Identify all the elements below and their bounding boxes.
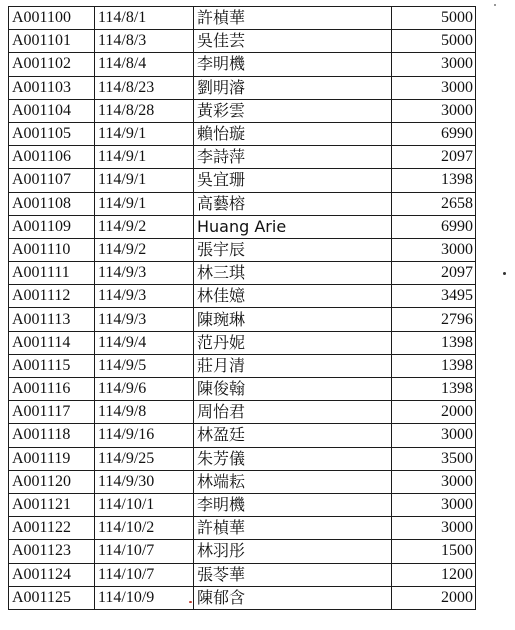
cell-date: 114/8/1 [95,7,194,30]
cell-date: 114/9/3 [95,308,194,331]
cell-amount: 1500 [392,540,476,563]
cell-date: 114/9/6 [95,378,194,401]
cell-date: 114/10/7 [95,540,194,563]
cell-date: 114/9/2 [95,238,194,261]
cell-amount: 3000 [392,76,476,99]
cell-amount: 5000 [392,30,476,53]
cell-amount: 2796 [392,308,476,331]
cell-name: 林端耘 [194,470,392,493]
scan-speck [494,4,496,6]
cell-date: 114/8/4 [95,53,194,76]
cell-name: 張苓華 [194,563,392,586]
scanned-sheet [8,6,475,610]
cell-name: 吳宜珊 [194,169,392,192]
table-row [9,238,476,261]
cell-date: 114/8/28 [95,99,194,122]
table-row [9,401,476,424]
cell-record-id: A001122 [9,517,95,540]
cell-record-id: A001124 [9,563,95,586]
cell-name: 林三琪 [194,262,392,285]
cell-record-id: A001110 [9,238,95,261]
cell-amount: 2097 [392,262,476,285]
cell-date: 114/9/8 [95,401,194,424]
cell-name: 范丹妮 [194,331,392,354]
cell-date: 114/9/3 [95,262,194,285]
cell-name: 李詩萍 [194,146,392,169]
cell-name: 賴怡璇 [194,122,392,145]
cell-record-id: A001107 [9,169,95,192]
cell-date: 114/9/16 [95,424,194,447]
cell-name: 陳琬琳 [194,308,392,331]
table-row [9,447,476,470]
table-row [9,99,476,122]
cell-record-id: A001120 [9,470,95,493]
table-row [9,540,476,563]
cell-name: 李明機 [194,493,392,516]
cell-amount: 2000 [392,586,476,609]
table-row [9,146,476,169]
cell-date: 114/10/1 [95,493,194,516]
cell-name: Huang Arie [194,215,392,238]
cell-name: 周怡君 [194,401,392,424]
cell-record-id: A001123 [9,540,95,563]
cell-date: 114/9/1 [95,146,194,169]
cell-record-id: A001106 [9,146,95,169]
table-row [9,378,476,401]
cell-date: 114/9/2 [95,215,194,238]
cell-amount: 2658 [392,192,476,215]
cell-name: 陳郁含 [194,586,392,609]
cell-date: 114/8/23 [95,76,194,99]
cell-date: 114/10/9 [95,586,194,609]
cell-date: 114/9/3 [95,285,194,308]
table-row [9,424,476,447]
cell-record-id: A001119 [9,447,95,470]
cell-amount: 6990 [392,215,476,238]
cell-name: 李明機 [194,53,392,76]
cell-record-id: A001105 [9,122,95,145]
cell-record-id: A001102 [9,53,95,76]
cell-date: 114/9/1 [95,192,194,215]
cell-record-id: A001116 [9,378,95,401]
cell-name: 朱芳儀 [194,447,392,470]
cell-date: 114/9/1 [95,122,194,145]
red-pen-mark [189,601,192,603]
cell-record-id: A001103 [9,76,95,99]
table-row [9,470,476,493]
cell-record-id: A001104 [9,99,95,122]
cell-amount: 1398 [392,378,476,401]
cell-date: 114/9/5 [95,354,194,377]
cell-name: 莊月清 [194,354,392,377]
table-row [9,122,476,145]
table-row [9,169,476,192]
cell-name: 劉明濬 [194,76,392,99]
table-row [9,215,476,238]
table-row [9,563,476,586]
cell-amount: 1398 [392,331,476,354]
cell-name: 林佳嬑 [194,285,392,308]
table-row [9,262,476,285]
table-row [9,308,476,331]
cell-name: 許楨華 [194,517,392,540]
cell-amount: 3000 [392,53,476,76]
cell-date: 114/9/30 [95,470,194,493]
cell-name: 林羽彤 [194,540,392,563]
cell-record-id: A001108 [9,192,95,215]
cell-amount: 1398 [392,169,476,192]
cell-amount: 6990 [392,122,476,145]
cell-name: 吳佳芸 [194,30,392,53]
cell-record-id: A001114 [9,331,95,354]
cell-record-id: A001125 [9,586,95,609]
cell-name: 許楨華 [194,7,392,30]
cell-name: 黃彩雲 [194,99,392,122]
cell-date: 114/8/3 [95,30,194,53]
cell-date: 114/10/2 [95,517,194,540]
cell-amount: 1200 [392,563,476,586]
table-row [9,7,476,30]
table-row [9,76,476,99]
cell-amount: 3000 [392,424,476,447]
cell-amount: 3500 [392,447,476,470]
cell-record-id: A001100 [9,7,95,30]
cell-date: 114/9/4 [95,331,194,354]
cell-amount: 3000 [392,493,476,516]
cell-record-id: A001117 [9,401,95,424]
cell-amount: 3000 [392,238,476,261]
cell-record-id: A001118 [9,424,95,447]
table-row [9,331,476,354]
cell-record-id: A001101 [9,30,95,53]
cell-amount: 2000 [392,401,476,424]
donation-table [8,6,476,610]
cell-name: 張宇辰 [194,238,392,261]
table-row [9,192,476,215]
cell-record-id: A001121 [9,493,95,516]
cell-record-id: A001113 [9,308,95,331]
cell-amount: 5000 [392,7,476,30]
table-row [9,517,476,540]
cell-name: 陳俊翰 [194,378,392,401]
scan-speck [503,272,506,275]
cell-record-id: A001112 [9,285,95,308]
cell-amount: 2097 [392,146,476,169]
cell-record-id: A001111 [9,262,95,285]
cell-date: 114/10/7 [95,563,194,586]
cell-name: 林盈廷 [194,424,392,447]
table-row [9,493,476,516]
cell-amount: 3000 [392,517,476,540]
cell-record-id: A001115 [9,354,95,377]
table-row [9,586,476,609]
cell-amount: 3000 [392,470,476,493]
table-body [9,7,476,610]
table-row [9,53,476,76]
cell-amount: 3000 [392,99,476,122]
table-row [9,30,476,53]
cell-name: 高藝榕 [194,192,392,215]
cell-date: 114/9/25 [95,447,194,470]
cell-date: 114/9/1 [95,169,194,192]
cell-amount: 3495 [392,285,476,308]
cell-record-id: A001109 [9,215,95,238]
cell-amount: 1398 [392,354,476,377]
table-row [9,285,476,308]
table-row [9,354,476,377]
